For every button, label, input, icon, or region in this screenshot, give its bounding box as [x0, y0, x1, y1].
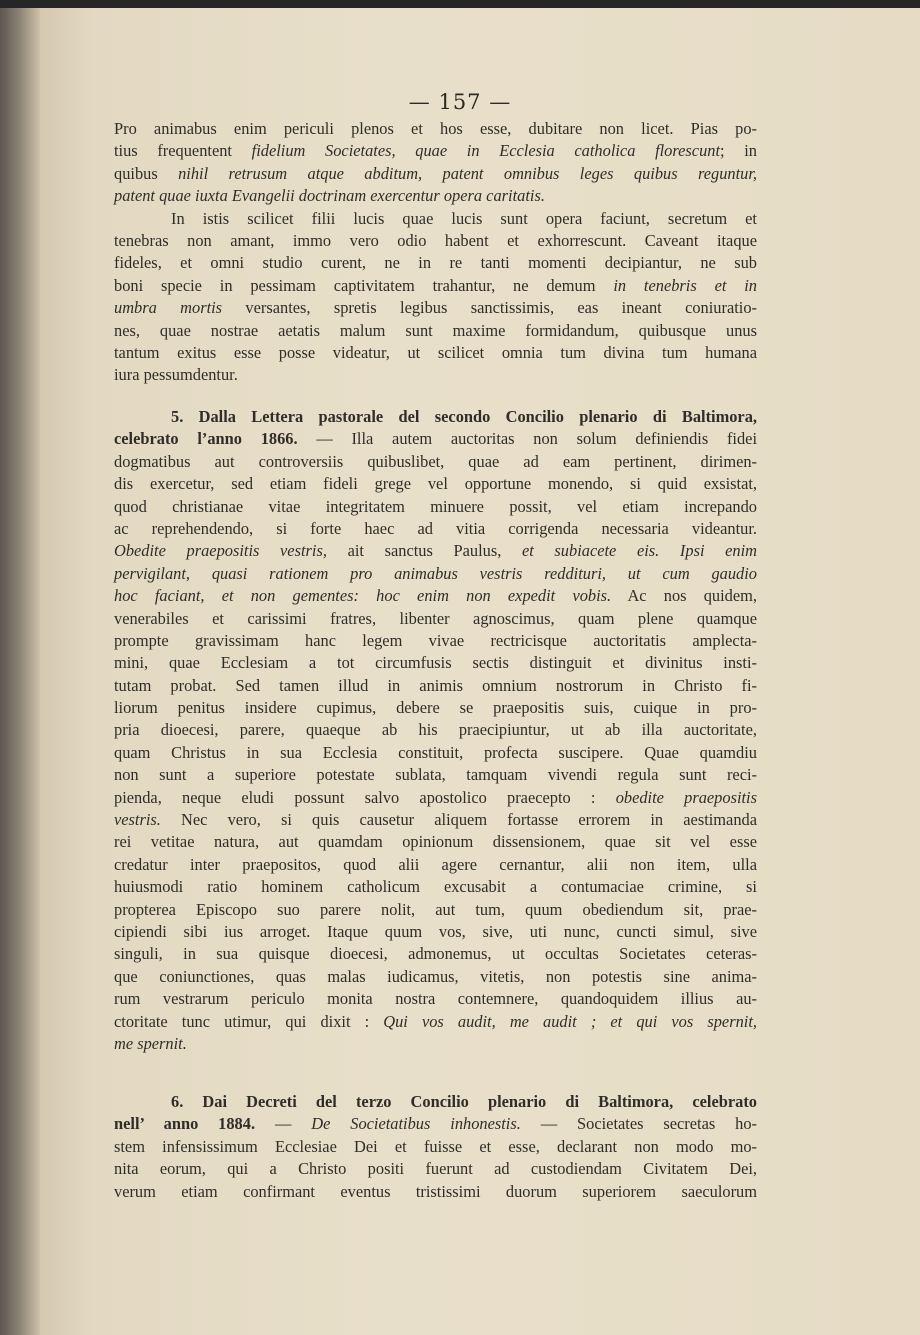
section-heading: 6. Dai Decreti del terzo Concilio plenario di Baltimora, celebrato — [171, 1092, 757, 1111]
section-heading: 5. Dalla Lettera pastorale del secondo Concilio plenario di Baltimora, — [171, 407, 757, 426]
section-5 — [114, 406, 757, 1055]
section-heading: celebrato l’anno 1866. — [114, 429, 298, 449]
text-line: que coniunctiones, quas malas iudicamus, vitetis, non potestis sine anima- — [114, 966, 757, 986]
text-line: dis exercetur, sed etiam fideli grege vel opportune monendo, si quid exsistat, — [114, 474, 757, 494]
text-line: ac reprehendendo, si forte haec ad vitia corrigenda necessaria videantur. — [114, 518, 757, 538]
text-line: non sunt a superiore potestate sublata, tamquam vivendi regula sunt reci- — [114, 765, 757, 785]
text-line: fideles, et omni studio curent, ne in re tanti momenti decipiantur, ne sub — [114, 253, 757, 273]
italic-phrase: Qui vos audit, me audit ; et qui vos spernit, — [383, 1011, 757, 1031]
text-line: pienda, neque eludi possunt salvo apostolico praecepto : obedite praepositis — [114, 787, 757, 807]
text-line: rum vestrarum periculo monita nostra contemnere, quandoquidem illius au- — [114, 989, 757, 1009]
section-6 — [114, 1091, 757, 1203]
italic-phrase: obedite praepositis — [615, 787, 757, 807]
text-line: Pro animabus enim periculi plenos et hos esse, dubitare non licet. Pias po- — [114, 119, 757, 138]
italic-phrase: fidelium Societates, quae in Ecclesia catholica florescunt — [251, 141, 721, 161]
text-line: cipiendi sibi ius arroget. Itaque quum vos, sive, uti nunc, cuncti simul, sive — [114, 921, 757, 941]
text-line: huiusmodi ratio hominem catholicum excusabit a contumaciae crimine, si — [114, 877, 757, 897]
text-line: nes, quae nostrae aetatis malum sunt maxime formidandum, quibusque unus — [114, 320, 757, 340]
text-line: quibus nihil retrusum atque abditum, patent omnibus leges quibus reguntur, — [114, 163, 758, 183]
text-line: patent quae iuxta Evangelii doctrinam exercentur opera caritatis. — [114, 186, 545, 206]
text-line: boni specie in pessimam captivitatem trahantur, ne demum in tenebris et in — [114, 275, 757, 295]
text-line: verum etiam confirmant eventus tristissimi duorum superiorem saeculorum — [114, 1181, 757, 1201]
section-heading: nell’ anno 1884. — [114, 1114, 256, 1134]
text-line: tius frequentent fidelium Societates, quae in Ecclesia catholica florescunt; in — [114, 141, 757, 161]
text-line: tenebras non amant, immo vero odio habent et exhorrescunt. Caveant itaque — [114, 230, 757, 250]
text-line: hoc faciant, et non gementes: hoc enim non expedit vobis. Ac nos quidem, — [114, 586, 757, 606]
paragraph-intro — [114, 118, 757, 387]
italic-phrase: De Societatibus inhonestis. — [311, 1114, 521, 1134]
page-number: — 157 — — [408, 90, 512, 114]
text-line: ctoritate tunc utimur, qui dixit : Qui vos audit, me audit ; et qui vos spernit, — [114, 1011, 757, 1031]
italic-phrase: in tenebris et in — [613, 275, 757, 295]
italic-phrase: nihil retrusum atque abditum, patent omnibus leges quibus reguntur, — [178, 163, 758, 183]
text-line: stem infensissimum Ecclesiae Dei et fuisse et esse, declarant non modo mo- — [114, 1136, 757, 1156]
italic-phrase: vestris. — [114, 810, 161, 830]
text-line: liorum penitus insidere cupimus, debere se praepositis suis, cuique in pro- — [114, 698, 757, 718]
text-line: dogmatibus aut controversiis quibuslibet, quae ad eam pertinent, dirimen- — [114, 451, 757, 471]
text-line: venerabiles et carissimi fratres, libenter agnoscimus, quam plene quamque — [114, 608, 757, 628]
text-line: iura pessumdentur. — [114, 365, 238, 385]
text-line: mini, quae Ecclesiam a tot circumfusis sectis distinguit et divinitus insti- — [114, 653, 757, 673]
text-line: vestris. Nec vero, si quis causetur aliquem fortasse errorem in aestimanda — [114, 810, 757, 830]
text-line: quam Christus in sua Ecclesia constituit, profecta suscipere. Quae quamdiu — [114, 742, 757, 762]
text-line: singuli, in sua quisque dioecesi, admonemus, ut occultas Societates ceteras- — [114, 944, 757, 964]
text-line: celebrato l’anno 1866. — Illa autem auctoritas non solum definiendis fidei — [114, 429, 757, 449]
book-page — [40, 8, 920, 1335]
text-line: propterea Episcopo suo parere nolit, aut tum, quum obediendum sit, prae- — [114, 899, 757, 919]
text-line: In istis scilicet filii lucis quae lucis sunt opera faciunt, secretum et — [171, 208, 757, 228]
text-line: nell’ anno 1884. — De Societatibus inhonestis. — Societates secretas ho- — [114, 1114, 757, 1134]
italic-phrase: umbra mortis — [114, 298, 223, 318]
italic-phrase: et subiacete eis. Ipsi enim — [521, 541, 758, 561]
italic-phrase: hoc faciant, et non gementes: hoc enim non expedit vobis. — [114, 586, 612, 606]
text-line: me spernit. — [114, 1033, 187, 1053]
text-line: pervigilant, quasi rationem pro animabus vestris reddituri, ut cum gaudio — [114, 563, 757, 583]
text-line: nita eorum, qui a Christo positi fuerunt ad custodiendam Civitatem Dei, — [114, 1159, 757, 1179]
text-line: quod christianae vitae integritatem minuere possit, vel etiam increpando — [114, 496, 757, 516]
text-line: pria dioecesi, parere, quaeque ab his praecipiuntur, ut ab illa auctoritate, — [114, 720, 757, 740]
text-line: tutam probat. Sed tamen illud in animis omnium nostrorum in Christo fi- — [114, 675, 757, 695]
text-line: rei vetitae natura, aut quamdam opinionum dissensionem, quae sit vel esse — [114, 832, 757, 852]
text-line: umbra mortis versantes, spretis legibus sanctissimis, eas ineant coniuratio- — [114, 298, 757, 318]
text-line: prompte gravissimam hanc legem vivae rectricisque auctoritatis amplecta- — [114, 630, 757, 650]
text-line: Obedite praepositis vestris, ait sanctus Paulus, et subiacete eis. Ipsi enim — [114, 541, 758, 561]
italic-phrase: Obedite praepositis vestris, — [114, 541, 327, 561]
text-line: tantum exitus esse posse videatur, ut scilicet omnia tum divina tum humana — [114, 342, 757, 362]
text-line: credatur inter praepositos, quod alii agere cernantur, alii non item, ulla — [114, 854, 757, 874]
